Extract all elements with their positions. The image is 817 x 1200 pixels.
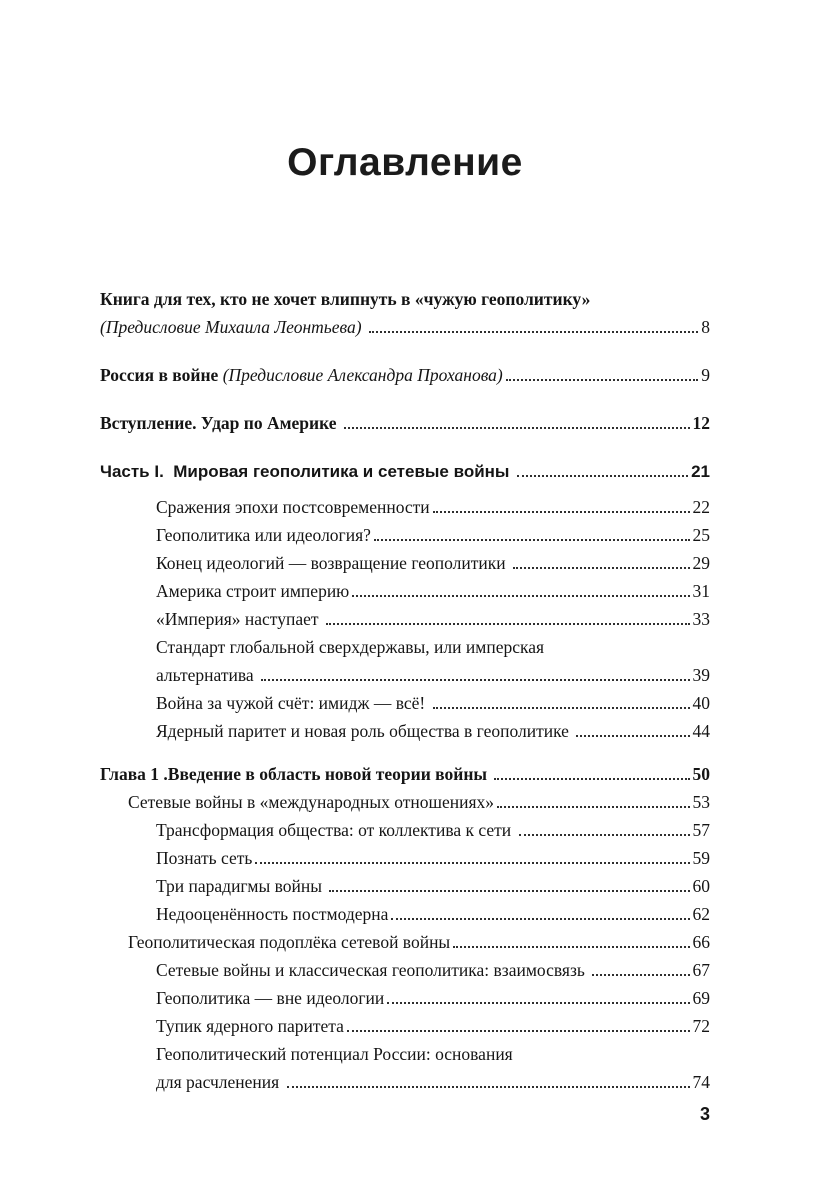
toc-page-number: 40 <box>692 692 710 713</box>
dot-leader <box>352 595 689 597</box>
toc-label-segment: Америка строит империю <box>156 580 350 601</box>
toc-label-segment: Сражения эпохи постсовременности <box>156 496 430 517</box>
toc-entry-label <box>156 1068 284 1096</box>
dot-leader <box>344 427 690 429</box>
dot-leader <box>513 567 689 569</box>
toc-label-segment: Геополитическая подоплёка сетевой войны <box>128 931 451 952</box>
toc-entry-line <box>156 549 710 577</box>
toc-entry-label <box>156 872 326 900</box>
toc-entry-line <box>156 1068 710 1096</box>
toc-entry-label <box>100 285 590 313</box>
dot-leader <box>517 475 688 477</box>
toc-label-segment: Вступление. Удар по Америке <box>100 412 341 433</box>
toc-page-number: 59 <box>692 847 710 868</box>
dot-leader <box>433 511 690 513</box>
toc-label-segment: Сетевые войны и классическая геополитика: взаимосвязь <box>156 959 590 980</box>
dot-leader <box>261 679 689 681</box>
toc-entry-line <box>100 285 710 313</box>
toc-label-segment: (Предисловие Михаила Леонтьева) <box>100 316 366 337</box>
toc-page-number: 50 <box>692 763 710 784</box>
toc-page-number: 66 <box>692 931 710 952</box>
toc-page-number: 39 <box>692 664 710 685</box>
toc-page-number: 31 <box>692 580 710 601</box>
toc-entry-label <box>156 816 516 844</box>
toc-page-number: 57 <box>692 819 710 840</box>
toc-label-segment: Недооценённость постмодерна <box>156 903 389 924</box>
dot-leader <box>369 331 698 333</box>
toc-entry <box>100 717 710 745</box>
dot-leader <box>519 834 690 836</box>
toc-label-segment: Трансформация общества: от коллектива к сети <box>156 819 516 840</box>
dot-leader <box>374 539 690 541</box>
dot-leader <box>326 623 690 625</box>
toc-entry-label <box>156 689 430 717</box>
toc-entry <box>100 984 710 1012</box>
toc-entry-label <box>100 409 341 437</box>
toc-entry-label <box>156 1012 344 1040</box>
toc-entry <box>100 816 710 844</box>
toc-entry <box>100 409 710 437</box>
folio-page-number: 3 <box>699 1104 710 1124</box>
toc-entry-line <box>100 760 710 788</box>
toc-page-number: 74 <box>692 1071 710 1092</box>
toc-entry <box>100 577 710 605</box>
toc-entry-label <box>100 760 491 788</box>
toc-entry-label <box>156 661 258 689</box>
toc-page-number: 62 <box>692 903 710 924</box>
toc-page-number: 53 <box>692 791 710 812</box>
toc-entry-line <box>156 844 710 872</box>
toc-entry-label <box>128 928 450 956</box>
toc-entry <box>100 1040 710 1096</box>
toc-page-number: 21 <box>691 461 710 481</box>
toc-label-segment: (Предисловие Александра Проханова) <box>222 364 503 385</box>
toc-entry-line <box>156 900 710 928</box>
toc-label-segment: Геополитический потенциал России: основания <box>156 1043 513 1064</box>
dot-leader <box>329 890 689 892</box>
dot-leader <box>576 735 689 737</box>
toc-entry-line <box>156 984 710 1012</box>
toc-entry-line <box>128 928 710 956</box>
toc-entry-label <box>156 956 589 984</box>
toc-entry <box>100 844 710 872</box>
toc-label-segment: Познать сеть <box>156 847 253 868</box>
toc-entry-label <box>156 549 510 577</box>
toc-page-number: 60 <box>692 875 710 896</box>
dot-leader <box>255 862 689 864</box>
toc-page-number: 22 <box>692 496 710 517</box>
toc-entry <box>100 521 710 549</box>
toc-entry-line <box>156 1040 710 1068</box>
toc-label-segment: Книга для тех, кто не хочет влипнуть в «чужую геополитику» <box>100 288 591 309</box>
toc-page-number: 33 <box>692 608 710 629</box>
toc-entry-line <box>156 689 710 717</box>
toc-entry <box>100 760 710 788</box>
toc-entry-label <box>156 605 323 633</box>
toc-entry-label <box>156 577 349 605</box>
toc-label-segment: Тупик ядерного паритета <box>156 1015 344 1036</box>
toc-page-number: 12 <box>692 412 710 433</box>
toc-label-segment: Сетевые войны в «международных отношениях» <box>128 791 495 812</box>
toc-entry <box>100 956 710 984</box>
toc-entry-label <box>156 633 544 661</box>
dot-leader <box>506 379 698 381</box>
toc-entry-label <box>100 457 514 486</box>
toc-label-segment: «Империя» наступает <box>156 608 323 629</box>
toc-entry-label <box>156 844 252 872</box>
toc-entry-line <box>100 313 710 341</box>
toc-page-number: 29 <box>692 552 710 573</box>
toc-page-number: 72 <box>692 1015 710 1036</box>
toc-entry-line <box>156 493 710 521</box>
dot-leader <box>592 974 689 976</box>
toc-label-segment: Геополитика — вне идеологии <box>156 987 385 1008</box>
toc-label-segment: для расчленения <box>156 1071 284 1092</box>
toc-label-segment: Стандарт глобальной сверхдержавы, или имперская <box>156 636 545 657</box>
toc-entry <box>100 788 710 816</box>
toc-entry <box>100 493 710 521</box>
toc-label-segment: Ядерный паритет и новая роль общества в геополитике <box>156 720 574 741</box>
toc-entry-label <box>100 313 366 341</box>
toc-entry-line <box>100 409 710 437</box>
toc-entry <box>100 361 710 389</box>
toc-entry <box>100 549 710 577</box>
toc-entry <box>100 900 710 928</box>
toc-page-number: 8 <box>701 316 710 337</box>
toc-entry <box>100 633 710 689</box>
toc-label-segment: Конец идеологий — возвращение геополитики <box>156 552 511 573</box>
toc-label-segment: Война за чужой счёт: имидж — всё! <box>156 692 430 713</box>
toc-entry <box>100 689 710 717</box>
page-title: Оглавление <box>287 141 523 184</box>
toc-entry-label <box>156 984 384 1012</box>
toc-page-number: 69 <box>692 987 710 1008</box>
toc-entry-line <box>156 872 710 900</box>
toc-entry <box>100 457 710 486</box>
dot-leader <box>497 806 689 808</box>
toc-entry-line <box>156 577 710 605</box>
toc-entry-line <box>156 605 710 633</box>
toc-entry-line <box>100 361 710 389</box>
dot-leader <box>387 1002 689 1004</box>
toc-entry-line <box>156 633 710 661</box>
toc-list <box>100 285 710 1096</box>
toc-label-segment: Глава 1 .Введение в область новой теории войны <box>100 763 492 784</box>
toc-label-segment: альтернатива <box>156 664 259 685</box>
toc-page-number: 67 <box>692 959 710 980</box>
toc-entry-label <box>128 788 494 816</box>
dot-leader <box>433 707 690 709</box>
toc-label-segment: Три парадигмы войны <box>156 875 327 896</box>
toc-entry-line <box>156 956 710 984</box>
toc-entry-label <box>156 900 388 928</box>
dot-leader <box>347 1030 690 1032</box>
toc-entry <box>100 1012 710 1040</box>
toc-entry <box>100 872 710 900</box>
dot-leader <box>391 918 689 920</box>
toc-label-segment: Россия в войне <box>100 364 223 385</box>
toc-entry-line <box>156 521 710 549</box>
toc-entry-line <box>156 661 710 689</box>
toc-entry-line <box>156 816 710 844</box>
toc-entry-label <box>156 1040 513 1068</box>
toc-entry-line <box>156 1012 710 1040</box>
toc-entry-label <box>156 493 430 521</box>
toc-entry <box>100 928 710 956</box>
toc-entry-line <box>128 788 710 816</box>
toc-page-number: 25 <box>692 524 710 545</box>
toc-entry-label <box>156 521 371 549</box>
toc-page-number: 9 <box>701 364 710 385</box>
toc-page-number: 44 <box>692 720 710 741</box>
toc-entry-line <box>100 457 710 486</box>
toc-label-segment: Часть I. Мировая геополитика и сетевые войны <box>100 461 515 481</box>
dot-leader <box>287 1086 690 1088</box>
dot-leader <box>494 778 689 780</box>
toc-entry-line <box>156 717 710 745</box>
toc-entry-label <box>156 717 573 745</box>
toc-label-segment: Геополитика или идеология? <box>156 524 371 545</box>
toc-entry <box>100 605 710 633</box>
dot-leader <box>453 946 689 948</box>
toc-entry-label <box>100 361 503 389</box>
toc-entry <box>100 285 710 341</box>
